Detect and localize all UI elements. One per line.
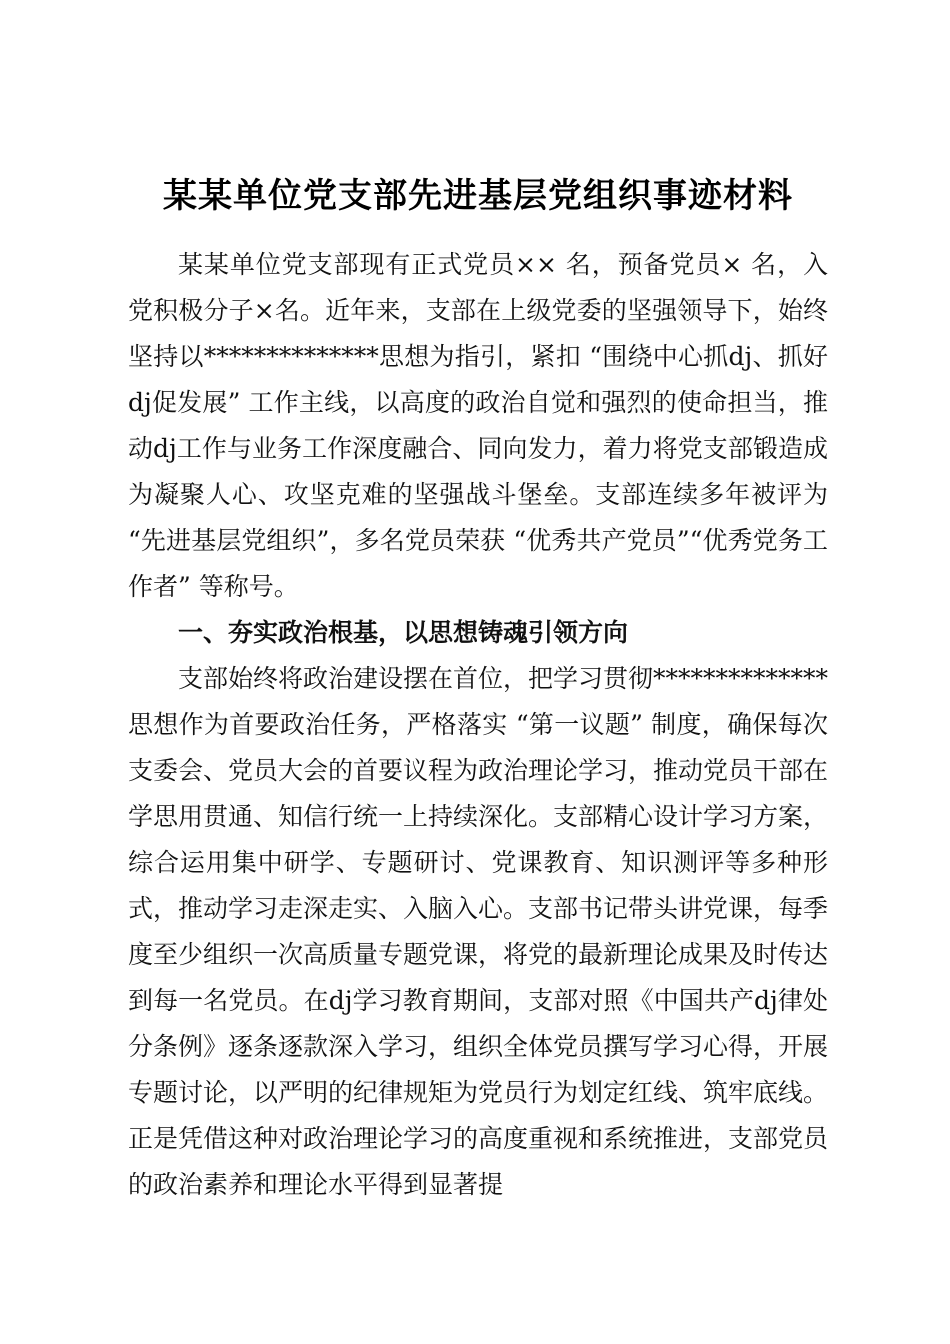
section-1-paragraph: 支部始终将政治建设摆在首位，把学习贯彻**************思想作为首要政治任务，严格落实 “第一议题” 制度，确保每次支委会、党员大会的首要议程为政治理论学习，推动党员干部在学思用贯通、知信行统一上持续深化。支部精心设计学习方案，综合运用集中研学、专题研讨、党课教育、知识测评等多种形式，推动学习走深走实、入脑入心。支部书记带头讲党课，每季度至少组织一次高质量专题党课，将党的最新理论成果及时传达到每一名党员。在dj学习教育期间，支部对照《中国共产dj律处分条例》逐条逐款深入学习，组织全体党员撰写学习心得，开展专题讨论，以严明的纪律规矩为党员行为划定红线、筑牢底线。正是凭借这种对政治理论学习的高度重视和系统推进，支部党员的政治素养和理论水平得到显著提	[128, 664, 829, 1199]
document-title: 某某单位党支部先进基层党组织事迹材料	[163, 176, 793, 216]
section-1-heading: 一、夯实政治根基，以思想铸魂引领方向	[178, 618, 629, 647]
intro-paragraph: 某某单位党支部现有正式党员×× 名，预备党员× 名，入党积极分子×名。近年来，支部在上级党委的坚强领导下，始终坚持以**************思想为指引，紧扣 “围绕中心抓dj、抓好dj促发展” 工作主线，以高度的政治自觉和强烈的使命担当，推动dj工作与业务工作深度融合、同向发力，着力将党支部锻造成为凝聚人心、攻坚克难的坚强战斗堡垒。支部连续多年被评为 “先进基层党组织”，多名党员荣获 “优秀共产党员”“优秀党务工作者” 等称号。	[128, 250, 828, 601]
document-page	[128, 168, 828, 1208]
